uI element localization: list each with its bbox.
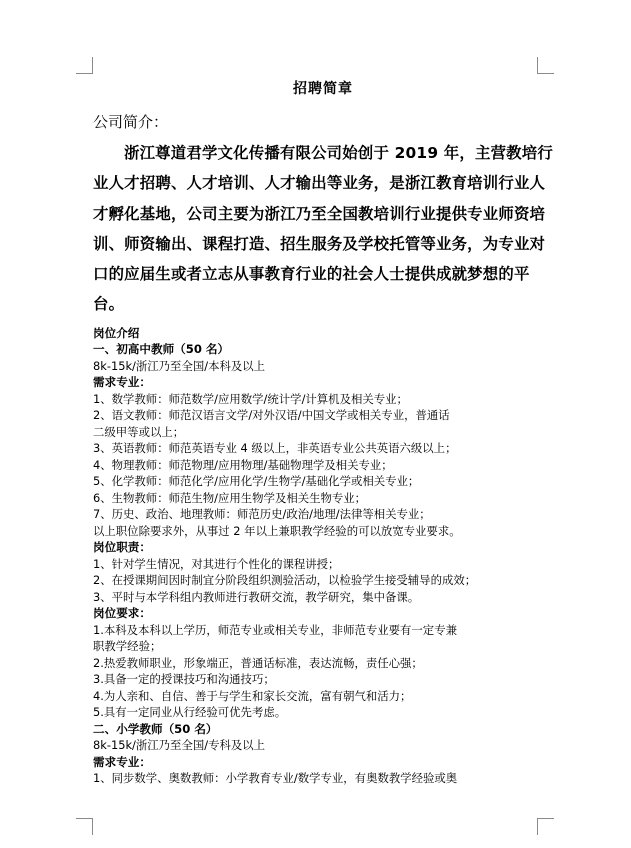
positions-heading: 岗位介绍 <box>93 325 140 340</box>
list-item: 1、针对学生情况，对其进行个性化的课程讲授； <box>93 556 340 571</box>
list-item: 4、物理教师：师范物理/应用物理/基础物理学及相关专业； <box>93 457 393 472</box>
crop-mark-bottom-left <box>76 818 93 835</box>
crop-mark-top-left <box>76 57 93 74</box>
list-item: 4.为人亲和、自信、善于与学生和家长交流，富有朝气和活力； <box>93 688 412 703</box>
duties-heading: 岗位职责： <box>93 540 151 555</box>
list-item: 5、化学教师：师范化学/应用化学/生物学/基础化学或相关专业； <box>93 474 420 489</box>
crop-mark-bottom-right <box>537 818 554 835</box>
list-item: 以上职位除要求外，从事过 2 年以上兼职教学经验的可以放宽专业要求。 <box>93 523 461 538</box>
list-item: 6、生物教师：师范生物/应用生物学及相关生物专业； <box>93 490 367 505</box>
list-item: 3.具备一定的授课技巧和沟通技巧； <box>93 672 275 687</box>
list-item: 3、平时与本学科组内教师进行教研交流，教学研究，集中备课。 <box>93 589 420 604</box>
list-item: 2、在授课期间因时制宜分阶段组织测验活动，以检验学生接受辅导的成效； <box>93 573 477 588</box>
crop-mark-top-right <box>537 57 554 74</box>
requirements-heading: 岗位要求： <box>93 606 151 621</box>
list-item: 1.本科及本科以上学历，师范专业或相关专业，非师范专业要有一定专兼 <box>93 622 457 637</box>
high-school-heading: 一、初高中教师（50 名） <box>93 342 230 357</box>
list-item: 2、语文教师：师范汉语言文学/对外汉语/中国文学或相关专业，普通话 <box>93 408 450 423</box>
list-item: 5.具有一定同业从行经验可优先考虑。 <box>93 705 287 720</box>
primary-school-majors-heading: 需求专业： <box>93 754 151 769</box>
intro-paragraph: 浙江尊道君学文化传播有限公司始创于 2019 年，主营教培行业人才招聘、人才培训、人才输出等业务，是浙江教育培训行业人才孵化基地，公司主要为浙江乃至全国教培训行业提供专业师资培训、师资输出、课程打造、招生服务及学校托管等业务，为专业对口的应届生或者立志从事教育行业的社会人士提供成就梦想的平台。 <box>93 144 553 314</box>
document-title: 招聘简章 <box>293 81 353 97</box>
list-item: 7、历史、政治、地理教师：师范历史/政治/地理/法律等相关专业； <box>93 507 431 522</box>
primary-school-salary: 8k-15k/浙江乃至全国/专科及以上 <box>93 738 266 753</box>
list-item: 3、英语教师：师范英语专业 4 级以上，非英语专业公共英语六级以上； <box>93 441 457 456</box>
list-item: 2.热爱教师职业，形象端正，普通话标准，表达流畅，责任心强； <box>93 655 423 670</box>
document-page <box>93 78 553 787</box>
list-item: 1、同步数学、奥数教师：小学教育专业/数学专业，有奥数教学经验或奥 <box>93 771 458 786</box>
primary-school-heading: 二、小学教师（50 名） <box>93 721 218 736</box>
list-item: 1、数学教师：师范数学/应用数学/统计学/计算机及相关专业； <box>93 391 408 406</box>
list-item: 二级甲等或以上； <box>93 424 185 439</box>
list-item: 职教学经验； <box>93 639 162 654</box>
intro-heading: 公司简介： <box>93 113 169 131</box>
high-school-majors-heading: 需求专业： <box>93 375 151 390</box>
high-school-salary: 8k-15k/浙江乃至全国/本科及以上 <box>93 358 266 373</box>
